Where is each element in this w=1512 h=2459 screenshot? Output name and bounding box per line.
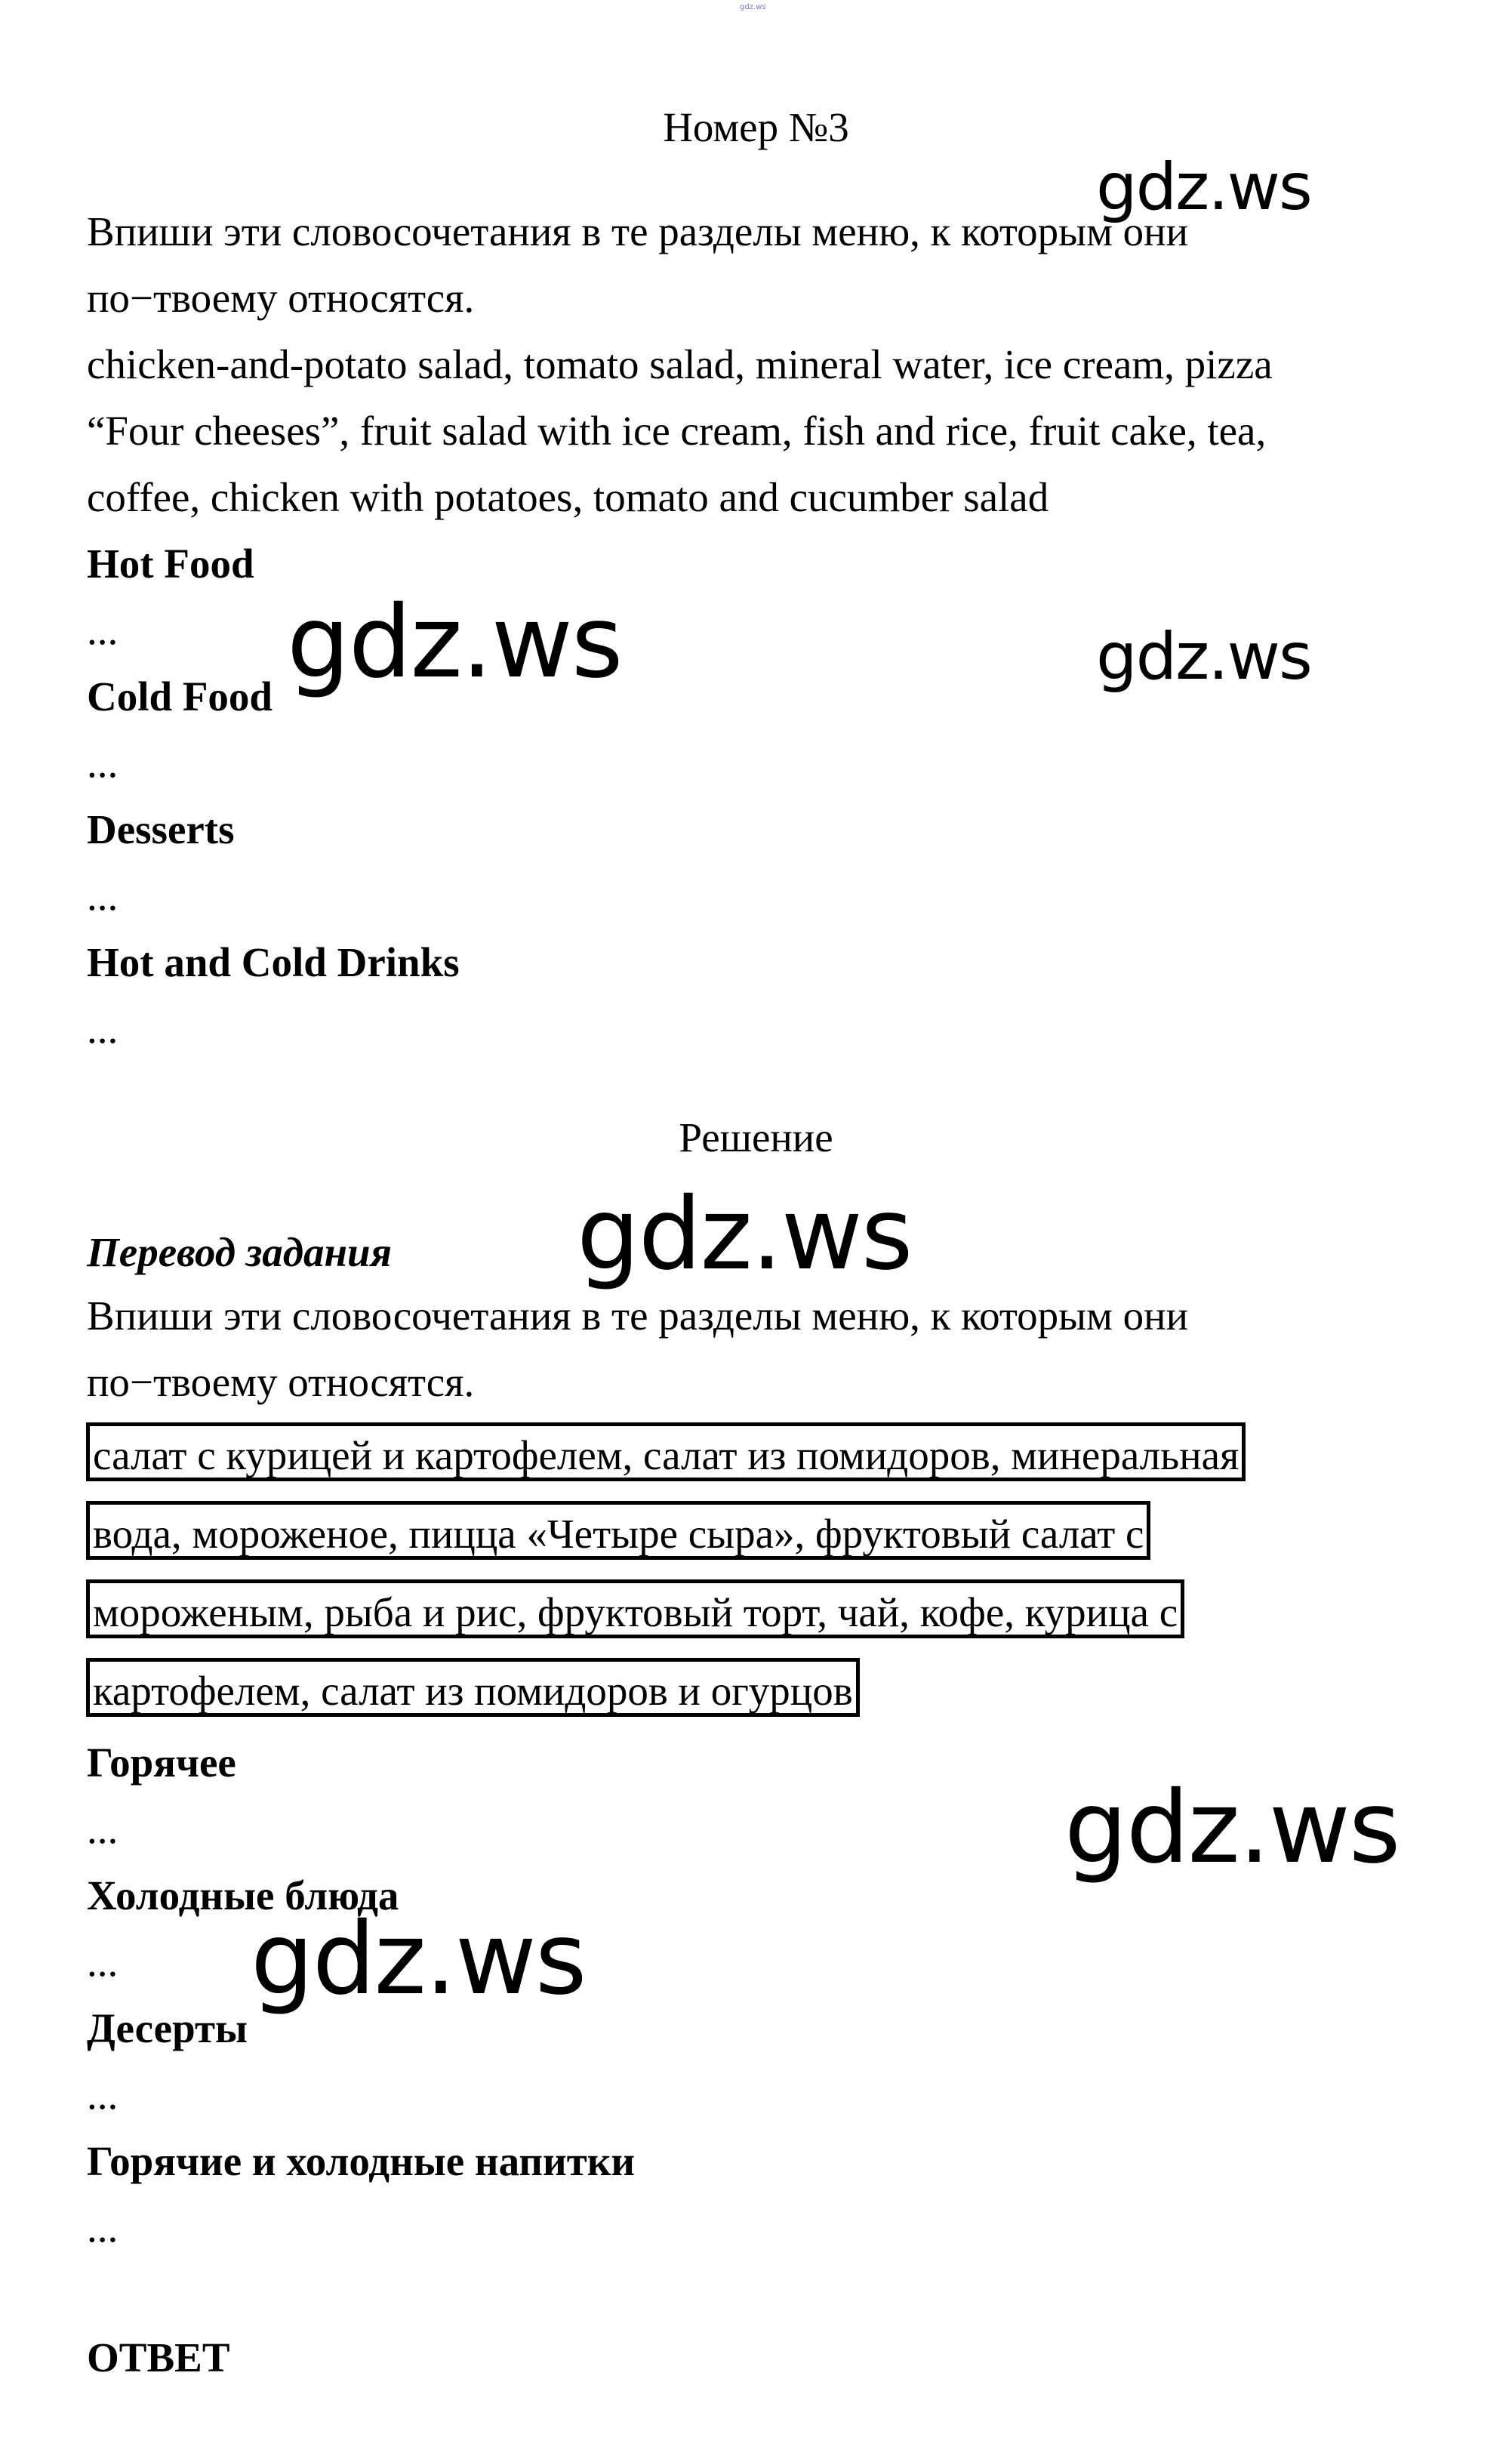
section-heading-hot-food: Hot Food xyxy=(87,541,254,587)
section-placeholder-cold-food: ... xyxy=(87,740,119,786)
section-placeholder-desserts: ... xyxy=(87,873,119,919)
section-heading-kholodnye-blyuda: Холодные блюда xyxy=(87,1872,399,1918)
section-heading-deserty: Десерты xyxy=(87,2005,248,2051)
word-list-line-2: “Four cheeses”, fruit salad with ice cream, fish and rice, fruit cake, tea, xyxy=(87,408,1267,454)
translated-word-list-line-1: салат с курицей и картофелем, салат из помидоров, минеральная xyxy=(86,1422,1246,1481)
problem-title: Номер №3 xyxy=(663,104,849,150)
section-placeholder-goryachee: ... xyxy=(87,1806,119,1852)
section-placeholder-hot-food: ... xyxy=(87,607,119,653)
translated-word-list-line-3: мороженым, рыба и рис, фруктовый торт, чай, кофе, курица с xyxy=(86,1579,1184,1638)
word-list-line-1: chicken-and-potato salad, tomato salad, mineral water, ice cream, pizza xyxy=(87,341,1273,387)
translated-word-list-line-4: картофелем, салат из помидоров и огурцов xyxy=(86,1658,860,1717)
section-placeholder-drinks: ... xyxy=(87,1006,119,1052)
translation-heading: Перевод задания xyxy=(87,1229,392,1275)
translated-word-list-line-2: вода, мороженое, пицца «Четыре сыра», фруктовый салат с xyxy=(86,1501,1150,1560)
section-heading-cold-food: Cold Food xyxy=(87,673,273,720)
solution-instruction-line-1: Впиши эти словосочетания в те разделы меню, к которым они xyxy=(87,1293,1189,1339)
watermark-5: gdz.ws xyxy=(1064,1770,1400,1886)
problem-instruction-line-1: Впиши эти словосочетания в те разделы меню, к которым они xyxy=(87,208,1189,254)
solution-title: Решение xyxy=(679,1114,833,1160)
section-heading-desserts: Desserts xyxy=(87,806,235,852)
watermark-3: gdz.ws xyxy=(1096,619,1311,695)
problem-instruction-line-2: по−твоему относятся. xyxy=(87,275,475,321)
solution-instruction-line-2: по−твоему относятся. xyxy=(87,1359,475,1405)
section-heading-napitki: Горячие и холодные напитки xyxy=(87,2138,636,2184)
word-list-line-3: coffee, chicken with potatoes, tomato and cucumber salad xyxy=(87,474,1049,520)
answer-heading: ОТВЕТ xyxy=(87,2334,230,2380)
top-watermark: gdz.ws xyxy=(740,3,766,11)
section-heading-goryachee: Горячее xyxy=(87,1739,236,1786)
section-heading-drinks: Hot and Cold Drinks xyxy=(87,939,460,985)
section-placeholder-deserty: ... xyxy=(87,2072,119,2118)
section-placeholder-kholodnye-blyuda: ... xyxy=(87,1939,119,1985)
watermark-1: gdz.ws xyxy=(1096,149,1311,225)
watermark-4: gdz.ws xyxy=(577,1176,912,1293)
watermark-2: gdz.ws xyxy=(287,584,622,701)
section-placeholder-napitki: ... xyxy=(87,2205,119,2251)
watermark-6: gdz.ws xyxy=(251,1901,586,2017)
